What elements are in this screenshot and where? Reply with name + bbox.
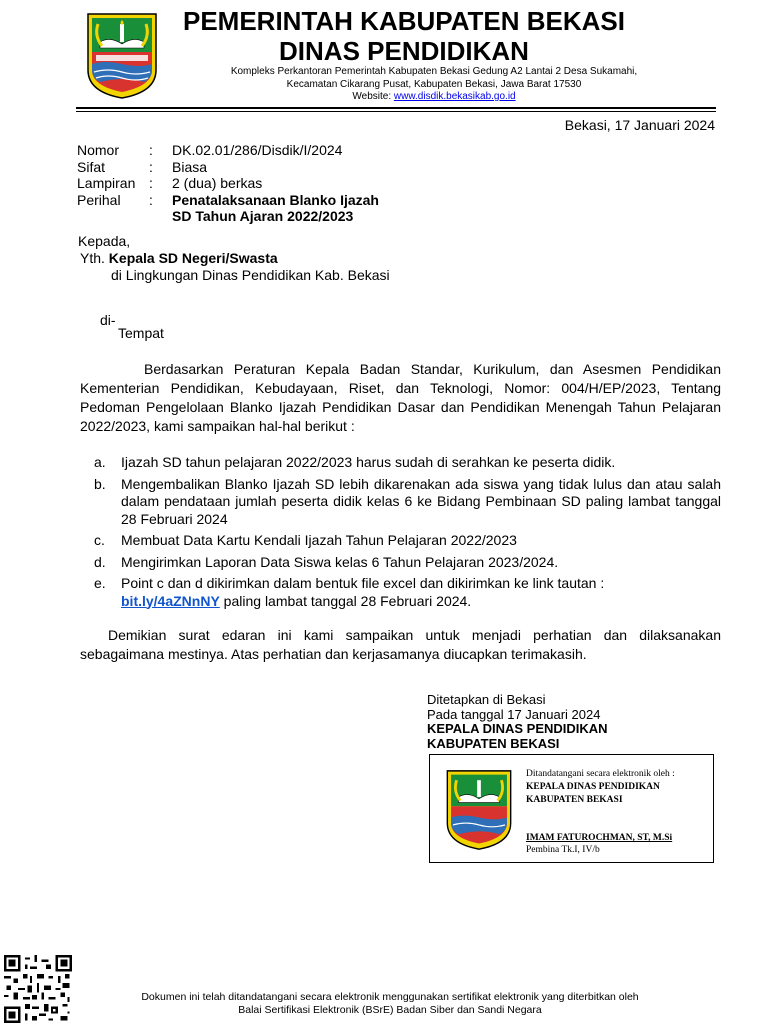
signer-rank: Pembina Tk.I, IV/b (526, 845, 600, 855)
meta-colon: : (149, 158, 153, 175)
esign-title (526, 781, 660, 807)
footer-note (80, 991, 700, 1017)
address-block (0, 66, 768, 104)
org-name-line2: DINAS PENDIDIKAN (279, 36, 529, 66)
meta-key: Sifat (77, 158, 106, 175)
recipient-line (80, 249, 278, 267)
meta-key: Perihal (77, 191, 121, 208)
meta-value: DK.02.01/286/Disdik/I/2024 (172, 142, 343, 158)
list-marker: c. (94, 532, 105, 548)
list-item-text-after: paling lambat tanggal 28 Februari 2024. (219, 592, 472, 609)
list-item (94, 476, 721, 529)
header-rule-thin (76, 111, 716, 112)
list-item (94, 575, 721, 610)
esign-title1: KEPALA DINAS PENDIDIKAN (526, 782, 660, 792)
qr-code-icon (4, 955, 72, 1023)
meta-row-lampiran (77, 175, 379, 192)
letter-date: Bekasi, 17 Januari 2024 (564, 117, 715, 133)
list-marker: b. (94, 475, 106, 492)
website-label: Website: (352, 91, 392, 102)
recipient-name: Kepala SD Negeri/Swasta (108, 250, 278, 266)
meta-key: Lampiran (77, 175, 136, 191)
meta-value: Biasa (172, 158, 208, 175)
meta-value: 2 (dua) berkas (172, 175, 263, 191)
instruction-list (94, 454, 721, 614)
meta-row-nomor (77, 142, 379, 159)
meta-row-sifat (77, 159, 379, 176)
tempat-label: Tempat (118, 325, 164, 341)
kepada-label: Kepada, (78, 233, 131, 249)
sig-ditetapkan: Ditetapkan di Bekasi (427, 692, 546, 707)
sig-title2: KABUPATEN BEKASI (427, 735, 560, 751)
meta-key: Nomor (77, 142, 120, 158)
recipient-location: di Lingkungan Dinas Pendidikan Kab. Bekasi (111, 267, 390, 283)
list-marker: e. (94, 575, 106, 591)
meta-colon: : (149, 191, 153, 208)
regency-emblem-logo (441, 769, 517, 851)
header-rule-thick (76, 107, 716, 109)
list-item-text: Mengirimkan Laporan Data Siswa kelas 6 Tahun Pelajaran 2023/2024. (121, 553, 559, 570)
esign-caption: Ditandatangani secara elektronik oleh : (526, 769, 675, 779)
list-item-text: Ijazah SD tahun pelajaran 2022/2023 harus sudah di serahkan ke peserta didik. (121, 454, 616, 470)
address-line2: Kecamatan Cikarang Pusat, Kabupaten Bekasi, Jawa Barat 17530 (286, 78, 582, 90)
website-link[interactable]: www.disdik.bekasikab.go.id (393, 91, 516, 102)
list-marker: a. (94, 454, 106, 470)
list-item-text: Point c dan d dikirimkan dalam bentuk file excel dan dikirimkan ke link tautan : (121, 575, 605, 591)
signature-block (427, 693, 608, 751)
signer-name: IMAM FATUROCHMAN, ST, M.Si (526, 833, 673, 843)
yth-label: Yth. (80, 250, 105, 266)
sig-tanggal: Pada tanggal 17 Januari 2024 (427, 706, 601, 722)
sig-title1: KEPALA DINAS PENDIDIKAN (427, 721, 608, 736)
meta-value-subject (172, 192, 379, 225)
footer-line2: Balai Sertifikasi Elektronik (BSrE) Badan Siber dan Sandi Negara (238, 1004, 542, 1016)
address-line1: Kompleks Perkantoran Pemerintah Kabupaten Bekasi Gedung A2 Lantai 2 Desa Sukamahi, (230, 66, 638, 77)
esign-title2: KABUPATEN BEKASI (526, 795, 623, 805)
org-name-line1: PEMERINTAH KABUPATEN BEKASI (182, 6, 625, 36)
website-line (100, 91, 768, 104)
list-item (94, 532, 721, 550)
subject-line1: Penatalaksanaan Blanko Ijazah (172, 191, 379, 208)
list-item (94, 554, 721, 572)
footer-line1: Dokumen ini telah ditandatangani secara elektronik menggunakan sertifikat elektronik yang diterbitkan oleh (141, 991, 639, 1003)
list-item-text: Mengembalikan Blanko Ijazah SD lebih dikarenakan ada siswa yang tidak lulus dan atau salah dalam pendataan jumlah peserta didik kelas 6 ke Bidang Pembinaan SD paling lambat tanggal 28 Februari 2024 (121, 475, 721, 527)
meta-row-perihal (77, 192, 379, 225)
list-marker: d. (94, 553, 106, 570)
electronic-signature-box (429, 754, 714, 863)
meta-colon: : (149, 175, 153, 191)
letter-meta (77, 142, 379, 225)
list-item (94, 454, 721, 472)
closing-paragraph: Demikian surat edaran ini kami sampaikan untuk menjadi perhatian dan dilaksanakan sebagaimana mestinya. Atas perhatian dan kerjasamanya diucapkan terimakasih. (80, 627, 721, 662)
form-link[interactable]: bit.ly/4aZNnNY (121, 592, 220, 609)
di-label: di- (100, 312, 116, 328)
subject-line2: SD Tahun Ajaran 2022/2023 (172, 208, 354, 224)
meta-colon: : (149, 142, 153, 158)
list-item-text: Membuat Data Kartu Kendali Ijazah Tahun Pelajaran 2022/2023 (121, 532, 517, 548)
intro-paragraph: Berdasarkan Peraturan Kepala Badan Standar, Kurikulum, dan Asesmen Pendidikan Kementerian Pendidikan, Kebudayaan, Riset, dan Teknologi, Nomor: 004/H/EP/2023, Tentang Pedoman Pengelolaan Blanko Ijazah Pendidikan Dasar dan Pendidikan Menengah Tahun Pelajaran 2022/2023, kami sampaikan hal-hal berikut : (80, 361, 721, 434)
